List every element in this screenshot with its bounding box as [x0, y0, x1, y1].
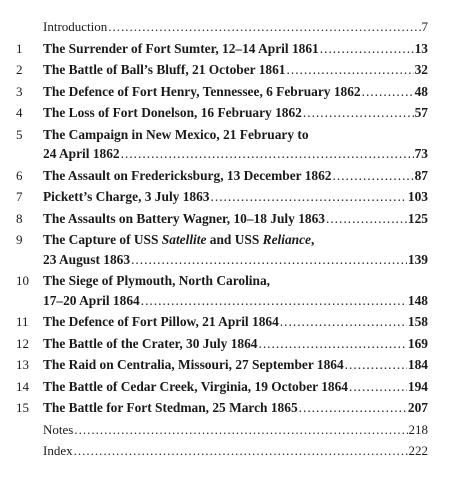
entry-title: The Defence of Fort Pillow, 21 April 1864 [43, 314, 279, 329]
dot-leader [74, 420, 407, 440]
entry-number: 6 [16, 167, 23, 183]
page-number: 207 [407, 400, 428, 415]
entry-number: 3 [16, 83, 23, 99]
dot-leader [131, 250, 407, 270]
entry-title-line-2: 17–20 April 1864 [43, 292, 140, 308]
dot-leader [280, 312, 407, 332]
entry-title-line-1: The Campaign in New Mexico, 21 February to [43, 126, 309, 142]
toc-entry-chapter-6[interactable] [0, 166, 452, 186]
dot-leader [287, 60, 414, 80]
dot-leader [349, 377, 407, 397]
entry-number: 15 [16, 400, 29, 415]
dot-leader [326, 209, 407, 229]
toc-entry-chapter-5[interactable] [0, 125, 452, 164]
dot-leader [258, 334, 406, 354]
dot-leader [74, 441, 408, 461]
page-number: 48 [414, 83, 428, 99]
page-number: 57 [414, 105, 428, 120]
entry-title: The Battle for Fort Stedman, 25 March 1865 [43, 400, 298, 415]
toc-entry-chapter-10[interactable] [0, 271, 452, 310]
page-number: 184 [407, 357, 428, 372]
entry-title: The Battle of Cedar Creek, Virginia, 19 October 1864 [43, 378, 348, 394]
dot-leader [345, 355, 407, 375]
page-number: 13 [414, 40, 428, 56]
dot-leader [299, 398, 407, 418]
entry-number: 11 [16, 314, 29, 329]
entry-title: The Defence of Fort Henry, Tennessee, 6 February 1862 [43, 83, 361, 99]
entry-title: Pickett’s Charge, 3 July 1863 [43, 189, 210, 204]
entry-number: 13 [16, 357, 29, 372]
dot-leader [333, 166, 414, 186]
entry-title: Notes [43, 421, 74, 437]
page-number: 103 [407, 189, 428, 204]
entry-title: The Assaults on Battery Wagner, 10–18 July 1863 [43, 210, 325, 226]
dot-leader [211, 187, 407, 207]
toc-entry-chapter-7[interactable] [0, 187, 452, 207]
entry-number: 4 [16, 105, 23, 120]
entry-title: The Battle of the Crater, 30 July 1864 [43, 335, 258, 351]
entry-title: The Assault on Fredericksburg, 13 December 1862 [43, 167, 332, 183]
dot-leader [108, 17, 420, 37]
toc-entry-chapter-4[interactable] [0, 103, 452, 123]
dot-leader [303, 103, 414, 123]
entry-title: The Raid on Centralia, Missouri, 27 September 1864 [43, 357, 344, 372]
toc-entry-chapter-3[interactable] [0, 82, 452, 102]
table-of-contents [0, 17, 452, 461]
page-number: 194 [407, 378, 428, 394]
dot-leader [320, 39, 414, 59]
entry-number: 1 [16, 40, 23, 56]
entry-title-line-1: The Siege of Plymouth, North Carolina, [43, 273, 271, 288]
dot-leader [121, 144, 414, 164]
toc-entry-chapter-14[interactable] [0, 377, 452, 397]
entry-number: 12 [16, 335, 29, 351]
entry-title: The Battle of Ball’s Bluff, 21 October 1861 [43, 62, 286, 77]
page-number: 87 [414, 167, 428, 183]
entry-title: The Loss of Fort Donelson, 16 February 1862 [43, 105, 302, 120]
toc-entry-index[interactable] [0, 441, 452, 461]
page-number: 158 [407, 314, 428, 329]
page-number: 148 [407, 292, 428, 308]
page-number: 139 [407, 251, 428, 267]
toc-entry-chapter-9[interactable] [0, 230, 452, 269]
dot-leader [362, 82, 414, 102]
toc-entry-chapter-2[interactable] [0, 60, 452, 80]
page-number: 169 [407, 335, 428, 351]
page-number: 125 [407, 210, 428, 226]
entry-title: Introduction [43, 19, 108, 34]
entry-number: 7 [16, 189, 23, 204]
entry-number: 8 [16, 210, 23, 226]
toc-entry-chapter-12[interactable] [0, 334, 452, 354]
page-number: 7 [421, 19, 428, 34]
page-number: 32 [414, 62, 428, 77]
entry-number: 5 [16, 126, 23, 142]
entry-title-line-2: 24 April 1862 [43, 146, 120, 161]
toc-entry-introduction[interactable] [0, 17, 452, 37]
page-number: 222 [408, 443, 428, 458]
page-number: 218 [408, 421, 428, 437]
entry-number: 10 [16, 273, 29, 288]
toc-entry-chapter-13[interactable] [0, 355, 452, 375]
entry-title: Index [43, 443, 73, 458]
page-number: 73 [414, 146, 428, 161]
entry-number: 14 [16, 378, 29, 394]
toc-entry-notes[interactable] [0, 420, 452, 440]
entry-number: 9 [16, 232, 23, 247]
entry-number: 2 [16, 62, 23, 77]
entry-title-line-1: The Capture of USS Satellite and USS Reliance, [43, 232, 315, 247]
entry-title: The Surrender of Fort Sumter, 12–14 April 1861 [43, 40, 319, 56]
toc-entry-chapter-11[interactable] [0, 312, 452, 332]
toc-entry-chapter-1[interactable] [0, 39, 452, 59]
dot-leader [141, 291, 407, 311]
toc-entry-chapter-8[interactable] [0, 209, 452, 229]
entry-title-line-2: 23 August 1863 [43, 251, 131, 267]
toc-entry-chapter-15[interactable] [0, 398, 452, 418]
